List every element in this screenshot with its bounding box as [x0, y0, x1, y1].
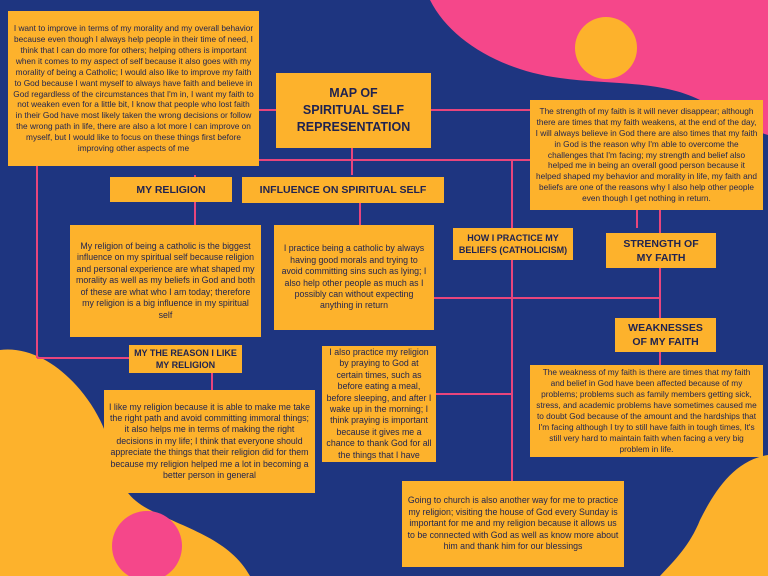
church-text-box	[402, 481, 624, 567]
strength-text-box	[530, 100, 763, 210]
my-religion-heading: MY RELIGION	[136, 183, 206, 196]
reason-text: I like my religion because it is able to make me take the right path and avoid committing immoral things; it also helps me in terms of making the right decisions in my life; I think that everyone should appreciate the things that their religion did for them because my religion helped me a lot in becoming a better person in general	[109, 401, 310, 481]
practice-morals-text: I practice being a catholic by always having good morals and trying to avoid committing sins such as lying; I also help other people as much as I possibly can without expecting anything in return	[281, 243, 427, 311]
reason-heading: MY THE REASON I LIKE MY RELIGION	[134, 348, 237, 370]
strength-heading: STRENGTH OF MY FAITH	[623, 237, 699, 264]
how-i-practice-heading: HOW I PRACTICE MY BELIEFS (CATHOLICISM)	[458, 233, 568, 255]
strength-heading-box	[606, 233, 716, 268]
reason-text-box	[104, 390, 315, 493]
yellow-blob-bottom-right	[660, 455, 768, 576]
religion-text: My religion of being a catholic is the biggest influence on my spiritual self because religion and personal experience are what shaped my morality as well as my beliefs in God and both of these are what who I am today; therefore my religion is a big influence in my spiritual self	[76, 241, 255, 320]
map-title: MAP OF SPIRITUAL SELF REPRESENTATION	[296, 86, 411, 134]
weaknesses-heading: WEAKNESSES OF MY FAITH	[628, 322, 703, 348]
map-title-box	[276, 73, 431, 148]
yellow-circle-top	[575, 17, 637, 79]
strength-text: The strength of my faith is it will never disappear; although there are times that my faith weakens, at the end of the day, I will always believe in God there are also times that my faith in God is the reason why I'm able to overcome the challenges that I'm facing; my strength and belief also helped me in being an overall good person because it helped shaped my behavior and morality in life, my faith and beliefs are one of the reasons why I also help other people even though I get nothing in return.	[535, 105, 758, 204]
pray-text-box	[322, 346, 436, 462]
how-i-practice-heading-box	[453, 228, 573, 260]
weakness-text-box	[530, 365, 763, 457]
improvement-text: I want to improve in terms of my morality and my overall behavior because even though I always help people in their time of need, I think that I can do more for others; helping others is important when it comes to my aspect of self because it also goes with my morality of being a Catholic; I would also like to improve my faith to God because I want myself to always have faith and believe in God regardless of the circumstances that I'm in, I want my faith to not weaken even for a little bit, I know that people who lost faith in their God have most likely taken the wrong decisions or follow the wrong path in life, there are also a lot more I can improve on myself, but I would like to focus on these things first before improving other aspects of me	[13, 23, 254, 154]
practice-morals-text-box	[274, 225, 434, 330]
weaknesses-heading-box	[615, 318, 716, 352]
reason-heading-box	[129, 345, 242, 373]
weakness-text: The weakness of my faith is there are times that my faith and belief in God have been affected because of my problems; problems such as family members getting sick, stress, and academic problems have sometimes caused me to doubt God because of the amount and the hardships that I'm facing although I try to still have faith in tough times, It's still very hard to maintain faith when facing a very big problem in life.	[536, 367, 757, 454]
improvement-text-box	[8, 11, 259, 166]
pray-text: I also practice my religion by praying to God at certain times, such as before eating a meal, before sleeping, and after I wake up in the morning; I think praying is important because it gives me a chance to thank God for all the things that I have	[326, 346, 432, 460]
church-text: Going to church is also another way for me to practice my religion; visiting the house of God every Sunday is important for me and my religion because it allows us to be connected with God as well as know more about him and thank him for our blessings	[407, 495, 619, 552]
my-religion-heading-box	[110, 177, 232, 202]
influence-heading: INFLUENCE ON SPIRITUAL SELF	[259, 184, 427, 196]
influence-heading-box	[242, 177, 444, 203]
religion-text-box	[70, 225, 261, 337]
